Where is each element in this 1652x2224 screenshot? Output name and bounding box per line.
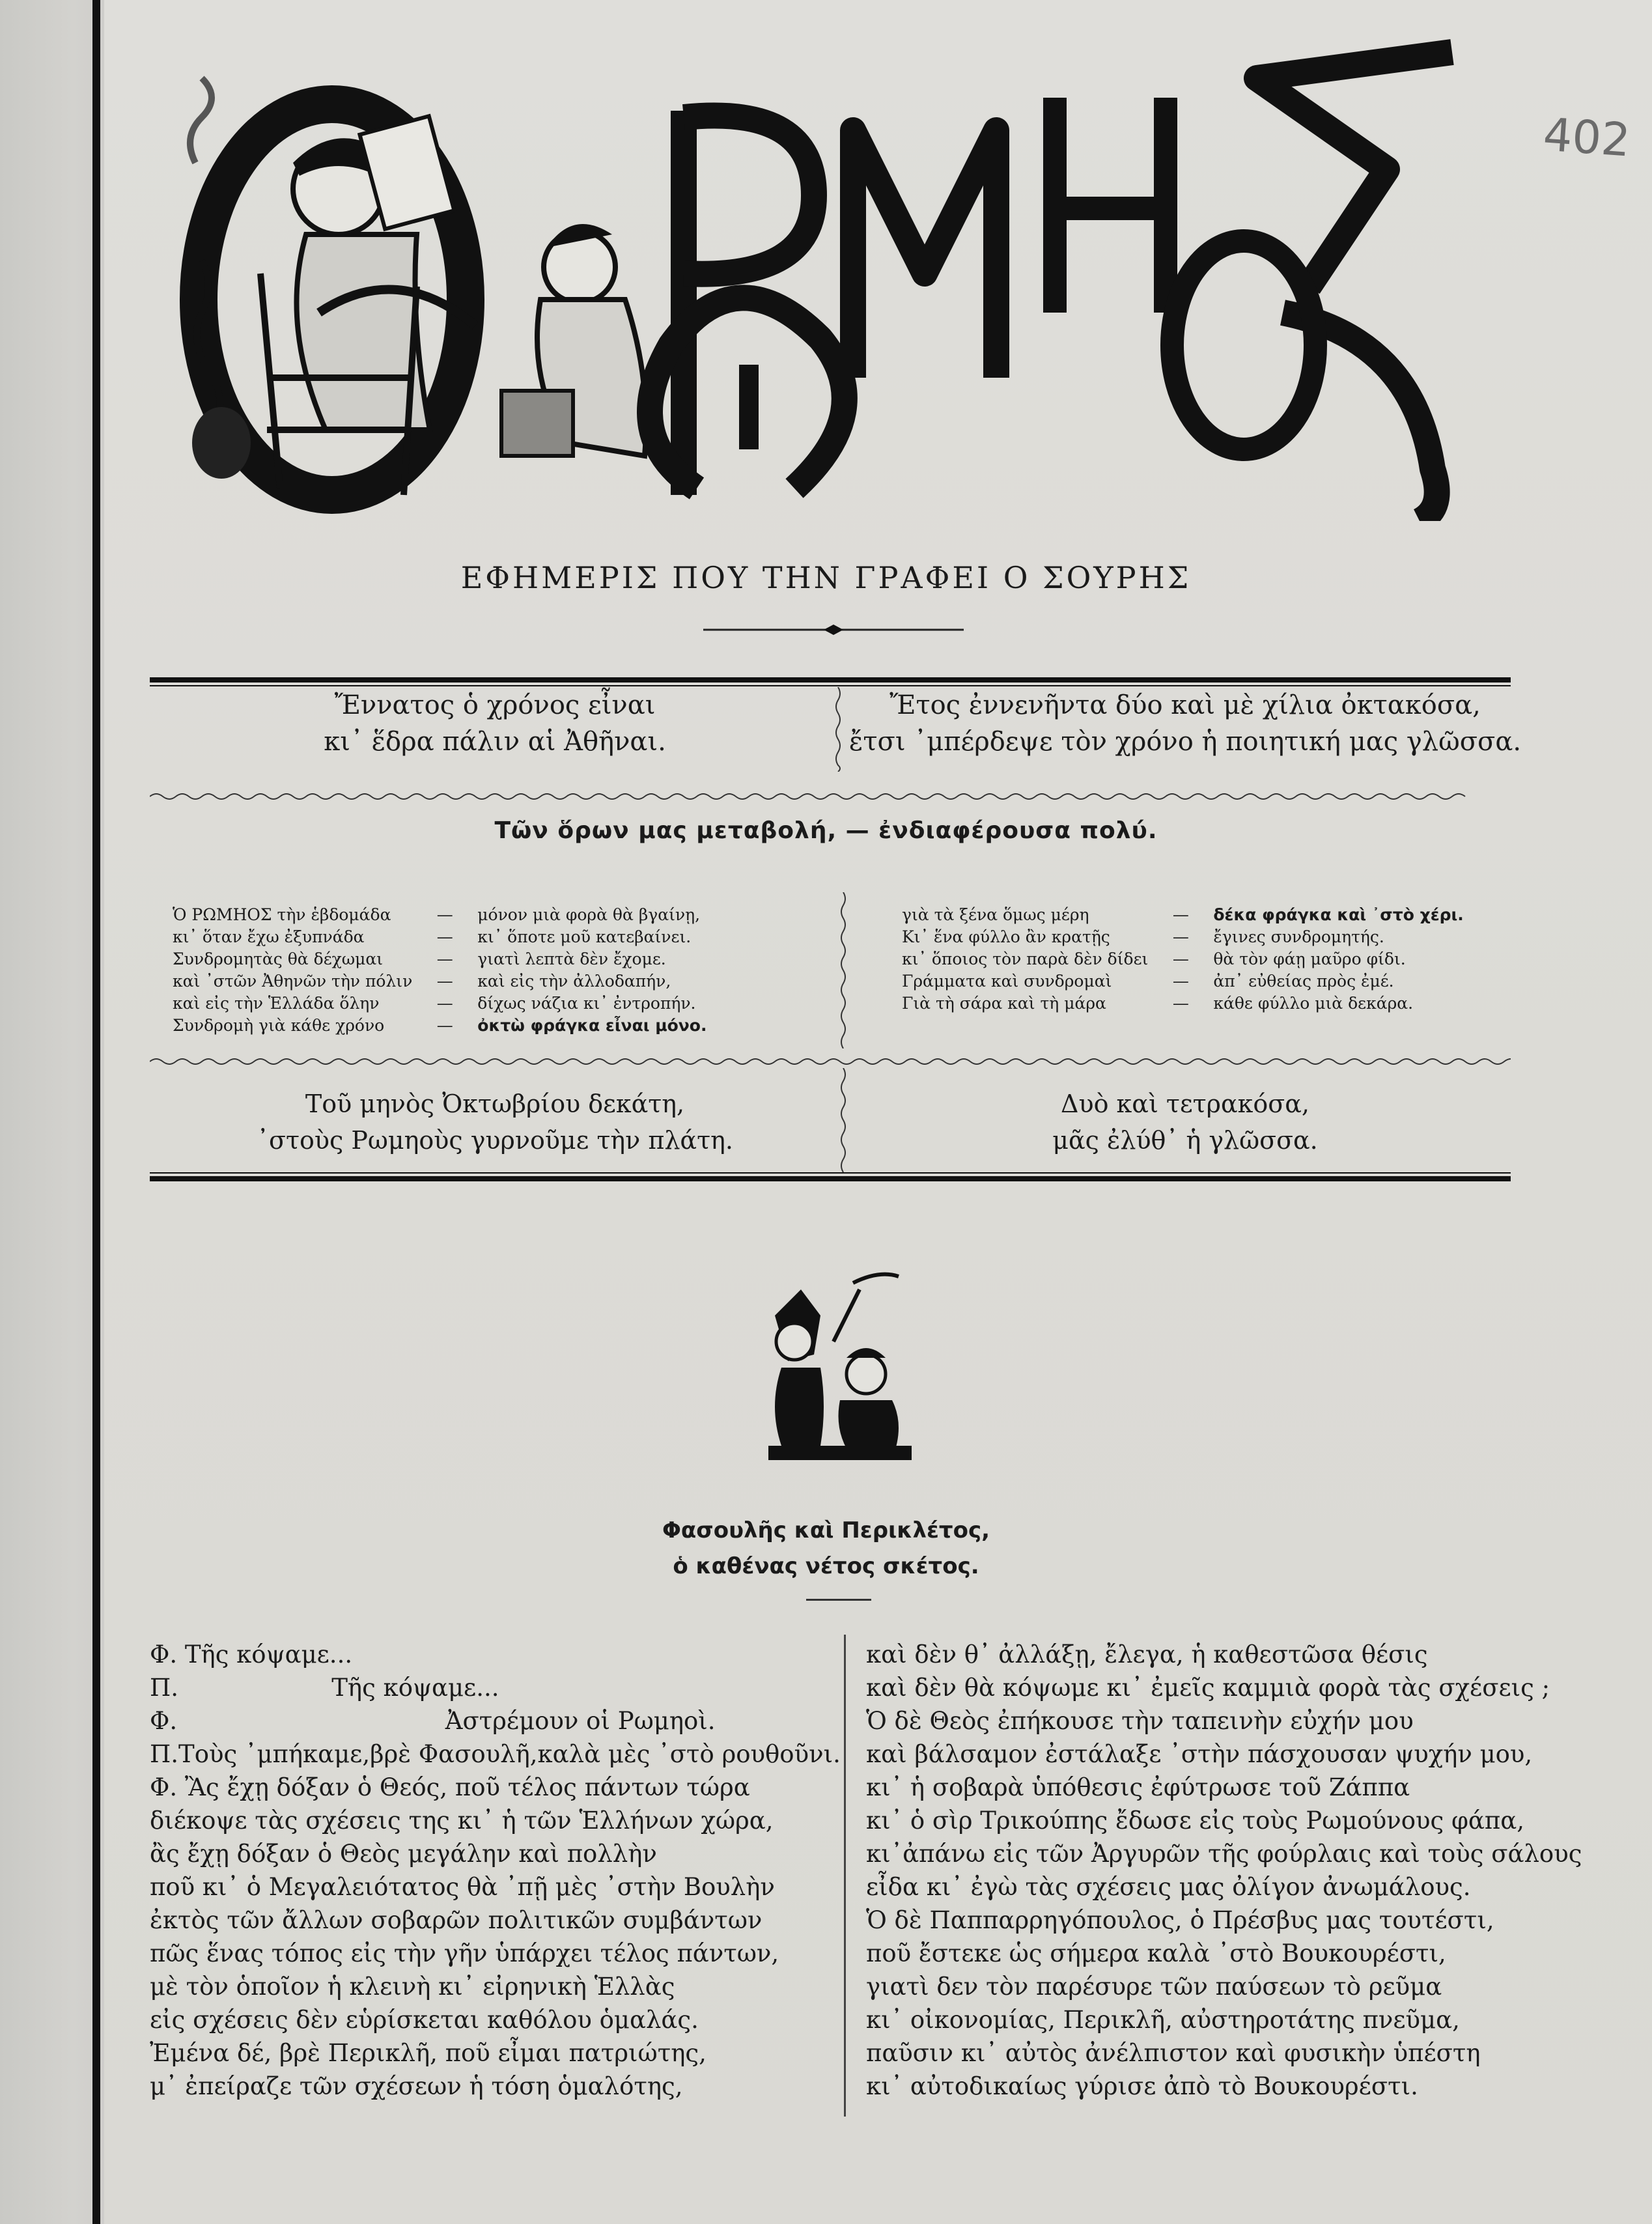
article-heading-2: ὁ καθένας νέτος σκέτος. [673, 1553, 979, 1579]
bottom-right-line-2: μᾶς ἐλύθ᾽ ἡ γλῶσσα. [1052, 1126, 1318, 1155]
terms-cell: Γράμματα καὶ συνδρομαὶ [902, 972, 1112, 991]
terms-cell: γιατὶ λεπτὰ δὲν ἔχομε. [477, 950, 666, 968]
bottom-rule-thin [150, 1172, 1511, 1174]
wavy-rule-2 [150, 1056, 1511, 1067]
dialogue-line: κι᾽ἀπάνω εἰς τῶν Ἀργυρῶν τῆς φούρλαις καὶ τοὺς σάλους [866, 1840, 1582, 1868]
table-row [895, 948, 1470, 970]
dialogue-line: κι᾽ αὐτοδικαίως γύρισε ἀπὸ τὸ Βουκουρέστι. [866, 2072, 1418, 2100]
terms-cell: κι᾽ ὅταν ἔχω ἐξυπνάδα [173, 927, 365, 946]
dialogue-line: διέκοψε τὰς σχέσεις της κι᾽ ἡ τῶν Ἑλλήνων χώρα, [150, 1807, 774, 1835]
terms-cell: κάθε φύλλο μιὰ δεκάρα. [1213, 994, 1414, 1013]
bottom-right-verse [847, 1086, 1524, 1159]
dialogue-line: κι᾽ ὁ σὶρ Τρικούπης ἔδωσε εἰς τοὺς Ρωμούνους φάπα, [866, 1807, 1524, 1835]
bottom-left-line-1: Τοῦ μηνὸς Ὀκτωβρίου δεκάτη, [305, 1090, 685, 1118]
masthead-subtitle: ΕΦΗΜΕΡΙΣ ΠΟΥ ΤΗΝ ΓΡΑΦΕΙ Ο ΣΟΥΡΗΣ [460, 560, 1192, 595]
dialogue-line: καὶ δὲν θ᾽ ἀλλάξῃ, ἔλεγα, ἡ καθεστῶσα θέσις [866, 1640, 1428, 1668]
fasoulis-perikletos-vignette [755, 1270, 925, 1465]
terms-dash: — [1172, 905, 1189, 924]
terms-separator [839, 892, 848, 1049]
bottom-left-verse [150, 1086, 840, 1159]
table-row [166, 1015, 713, 1037]
terms-title: Τῶν ὅρων μας μεταβολή, — ἐνδιαφέρουσα πολύ. [494, 817, 1158, 844]
dialogue-line: ἐκτὸς τῶν ἄλλων σοβαρῶν πολιτικῶν συμβάντων [150, 1906, 763, 1934]
terms-dash: — [1172, 927, 1189, 946]
top-right-verse [847, 687, 1524, 760]
dialogue-right-column [866, 1638, 1582, 2103]
top-left-line-2: κι᾽ ἕδρα πάλιν αἱ Ἀθῆναι. [324, 727, 666, 757]
dialogue-line: παῦσιν κι᾽ αὐτὸς ἀνέλπιστον καὶ φυσικὴν ὑπέστη [866, 2039, 1481, 2067]
table-row [166, 926, 713, 948]
terms-cell: κι᾽ ὅποτε μοῦ κατεβαίνει. [477, 927, 692, 946]
terms-cell: ἀπ᾽ εὐθείας πρὸς ἐμέ. [1213, 972, 1394, 991]
bottom-left-line-2: ᾽στοὺς Ρωμηοὺς γυρνοῦμε τὴν πλάτη. [257, 1126, 733, 1155]
top-left-verse [150, 687, 840, 760]
terms-cell: μόνον μιὰ φορὰ θὰ βγαίνῃ, [477, 905, 701, 924]
terms-cell: δίχως νάζια κι᾽ ἐντροπήν. [477, 994, 696, 1013]
terms-right-table [895, 904, 1470, 1015]
bottom-rule [150, 1176, 1511, 1181]
terms-cell: Συνδρομητὰς θὰ δέχωμαι [173, 950, 384, 968]
dialogue-line: κι᾽ ἡ σοβαρὰ ὑπόθεσις ἐφύτρωσε τοῦ Ζάππα [866, 1773, 1410, 1801]
dialogue-line: Ὁ δὲ Παππαρρηγόπουλος, ὁ Πρέσβυς μας τουτέστι, [866, 1906, 1494, 1934]
binding-edge [92, 0, 100, 2224]
heading-underline [806, 1599, 871, 1601]
terms-cell-price: δέκα φράγκα καὶ ᾽στὸ χέρι. [1213, 905, 1464, 924]
table-row [895, 926, 1470, 948]
terms-dash: — [436, 1016, 453, 1035]
table-row [166, 970, 713, 992]
top-rule [150, 677, 1511, 683]
dialogue-line: καὶ βάλσαμον ἐστάλαξε ᾽στὴν πάσχουσαν ψυχήν μου, [866, 1740, 1533, 1768]
dialogue-line: Ἐμένα δέ, βρὲ Περικλῆ, ποῦ εἶμαι πατριώτης, [150, 2039, 707, 2067]
archive-mark: 402 [1541, 107, 1632, 167]
bottom-right-line-1: Δυὸ καὶ τετρακόσα, [1061, 1090, 1309, 1118]
terms-cell: καὶ ᾽στῶν Ἀθηνῶν τὴν πόλιν [173, 972, 413, 991]
masthead-illustration [176, 39, 1465, 521]
top-right-line-2: ἔτσι ᾽μπέρδεψε τὸν χρόνο ἡ ποιητική μας γλῶσσα. [848, 727, 1522, 757]
terms-dash: — [436, 994, 453, 1013]
table-row [166, 948, 713, 970]
terms-dash: — [436, 972, 453, 991]
terms-dash: — [436, 927, 453, 946]
dialogue-line: μὲ τὸν ὁποῖον ἡ κλεινὴ κι᾽ εἰρηνικὴ Ἑλλὰς [150, 1973, 675, 2001]
top-rule-thin [150, 685, 1511, 686]
dialogue-line: ποῦ ἔστεκε ὡς σήμερα καλὰ ᾽στὸ Βουκουρέστι, [866, 1939, 1446, 1967]
dialogue-line: πῶς ἕνας τόπος εἰς τὴν γῆν ὑπάρχει τέλος πάντων, [150, 1939, 779, 1967]
dialogue-line: Φ. Ἀστρέμουν οἱ Ρωμηοὶ. [150, 1707, 716, 1735]
dialogue-line: Π. Τῆς κόψαμε... [150, 1674, 499, 1702]
terms-cell-price: ὀκτὼ φράγκα εἶναι μόνο. [477, 1016, 707, 1035]
dialogue-line: καὶ δὲν θὰ κόψωμε κι᾽ ἐμεῖς καμμιὰ φορὰ τὰς σχέσεις ; [866, 1674, 1550, 1702]
dialogue-line: εἶδα κι᾽ ἐγὼ τὰς σχέσεις μας ὀλίγον ἀνωμάλους. [866, 1873, 1471, 1901]
terms-left-body [166, 904, 713, 1037]
terms-cell: γιὰ τὰ ξένα ὅμως μέρη [902, 905, 1089, 924]
dialogue-line: ἂς ἔχῃ δόξαν ὁ Θεὸς μεγάλην καὶ πολλὴν [150, 1840, 657, 1868]
table-row [166, 992, 713, 1015]
terms-dash: — [1172, 994, 1189, 1013]
dialogue-line: Φ. Τῆς κόψαμε... [150, 1640, 353, 1668]
masthead-logo [176, 39, 1465, 521]
table-row [895, 904, 1470, 926]
terms-cell: καὶ εἰς τὴν ἀλλοδαπήν, [477, 972, 671, 991]
terms-cell: καὶ εἰς τὴν Ἑλλάδα ὅλην [173, 994, 380, 1013]
terms-cell: Γιὰ τὴ σάρα καὶ τὴ μάρα [902, 994, 1106, 1013]
top-right-line-1: Ἔτος ἐννενῆντα δύο καὶ μὲ χίλια ὀκτακόσα, [889, 690, 1481, 720]
binding-margin [0, 0, 104, 2224]
dialogue-line: μ᾽ ἐπείραζε τῶν σχέσεων ἡ τόση ὁμαλότης, [150, 2072, 683, 2100]
top-row-separator [833, 687, 843, 772]
top-left-line-1: Ἔννατος ὁ χρόνος εἶναι [334, 690, 656, 720]
terms-cell: Ὁ ΡΩΜΗΟΣ τὴν ἑβδομάδα [173, 905, 391, 924]
column-separator [844, 1635, 846, 2117]
ornament-divider [703, 622, 964, 638]
dialogue-line: Ὁ δὲ Θεὸς ἐπήκουσε τὴν ταπεινὴν εὐχήν μου [866, 1707, 1414, 1735]
table-row [895, 992, 1470, 1015]
terms-left-table [166, 904, 713, 1037]
terms-cell: κι᾽ ὅποιος τὸν παρὰ δὲν δίδει [902, 950, 1149, 968]
terms-dash: — [436, 905, 453, 924]
terms-dash: — [436, 950, 453, 968]
terms-right-body [895, 904, 1470, 1015]
terms-dash: — [1172, 972, 1189, 991]
dialogue-line: γιατὶ δεν τὸν παρέσυρε τῶν παύσεων τὸ ρεῦμα [866, 1973, 1442, 2001]
terms-cell: Συνδρομὴ γιὰ κάθε χρόνο [173, 1016, 385, 1035]
terms-cell: θὰ τὸν φάῃ μαῦρο φίδι. [1213, 950, 1406, 968]
dialogue-line: εἰς σχέσεις δὲν εὑρίσκεται καθόλου ὁμαλάς. [150, 2006, 699, 2034]
dialogue-line: ποῦ κι᾽ ὁ Μεγαλειότατος θὰ ᾽πῇ μὲς ᾽στὴν Βουλὴν [150, 1873, 775, 1901]
dialogue-line: Π.Τοὺς ᾽μπήκαμε,βρὲ Φασουλῆ,καλὰ μὲς ᾽στὸ ρουθοῦνι. [150, 1740, 841, 1768]
dialogue-line: Φ. Ἂς ἔχῃ δόξαν ὁ Θεός, ποῦ τέλος πάντων τώρα [150, 1773, 750, 1801]
terms-cell: Κι᾽ ἕνα φύλλο ἂν κρατῇς [902, 927, 1110, 946]
table-row [895, 970, 1470, 992]
terms-cell: ἔγινες συνδρομητής. [1213, 927, 1384, 946]
table-row [166, 904, 713, 926]
wavy-rule-1 [150, 791, 1511, 802]
dialogue-left-column [150, 1638, 841, 2103]
terms-dash: — [1172, 950, 1189, 968]
article-heading-1: Φασουλῆς καὶ Περικλέτος, [662, 1517, 990, 1543]
dialogue-line: κι᾽ οἰκονομίας, Περικλῆ, αὐστηροτάτης πνεῦμα, [866, 2006, 1460, 2034]
